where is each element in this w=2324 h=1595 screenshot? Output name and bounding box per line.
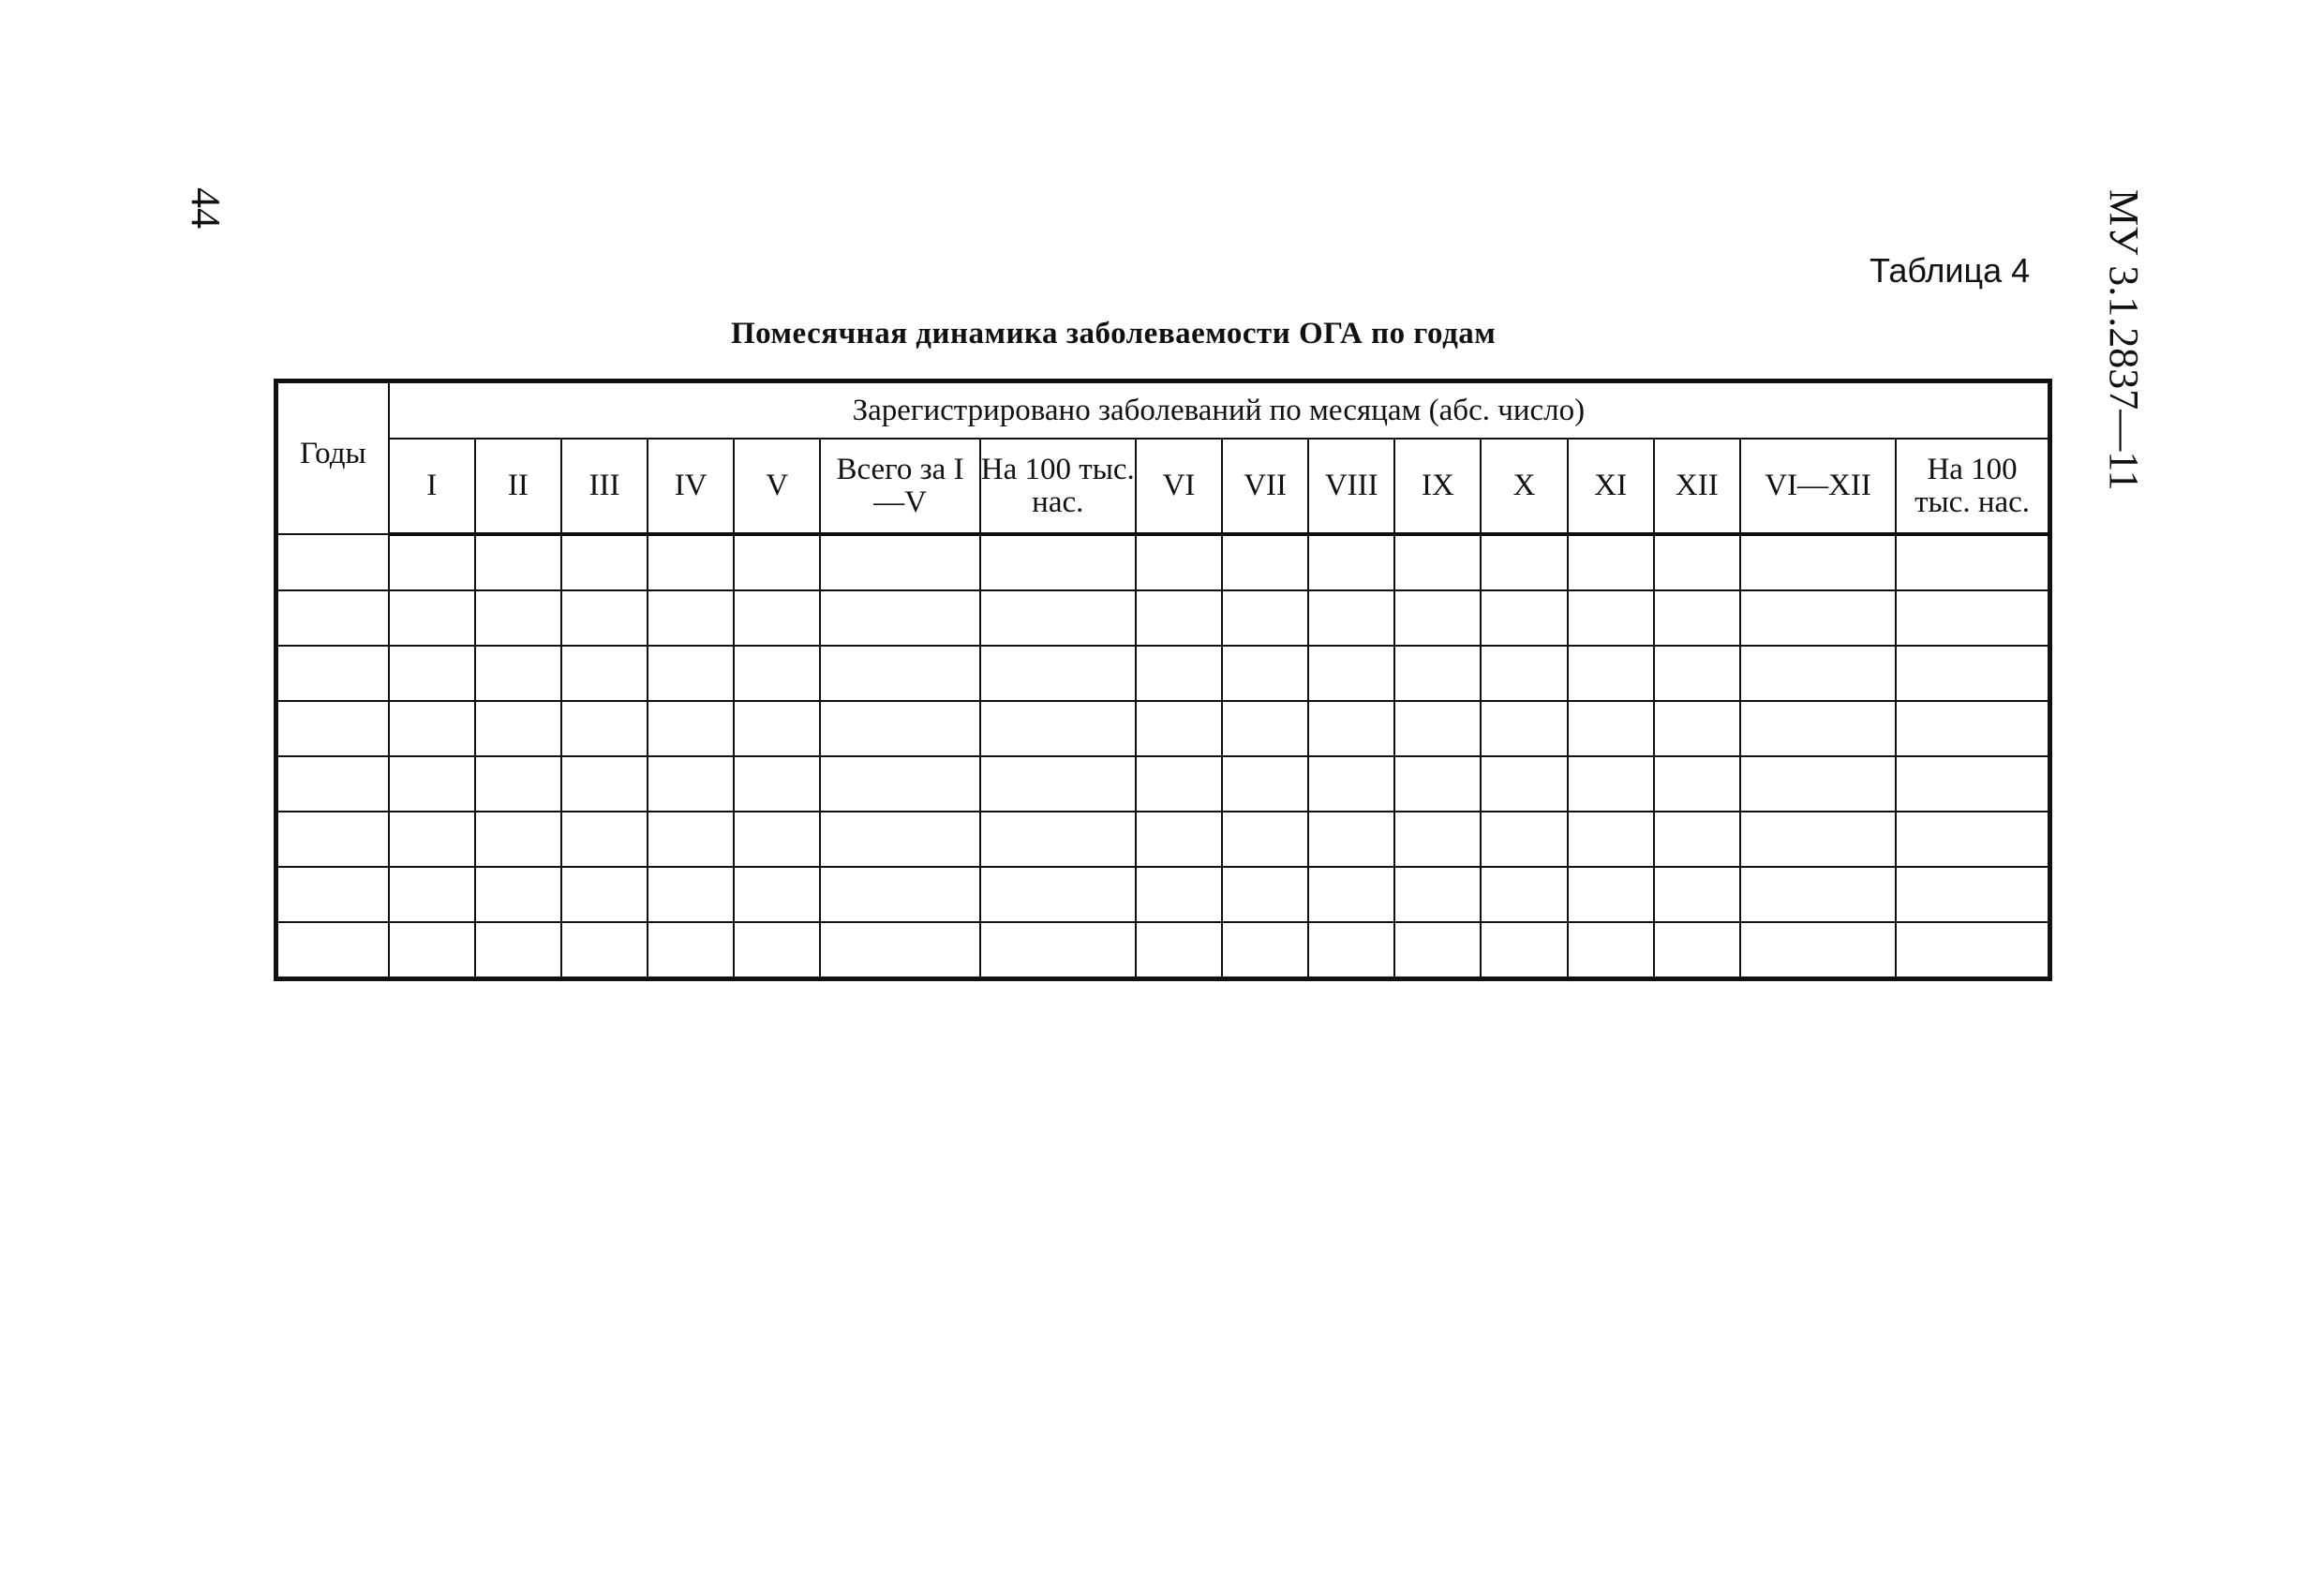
table-cell: [1308, 922, 1394, 979]
table-cell: [276, 590, 389, 646]
table-cell: [561, 590, 648, 646]
table-cell: [1394, 867, 1481, 922]
table-cell: [1394, 756, 1481, 812]
table-cell: [1394, 701, 1481, 756]
table-cell: [561, 756, 648, 812]
table-row: [276, 756, 2050, 812]
table-cell: [820, 756, 979, 812]
table-cell: [734, 812, 820, 867]
table-cell: [648, 756, 734, 812]
table-cell: [1740, 756, 1896, 812]
table-cell: [276, 812, 389, 867]
table-cell: [389, 756, 475, 812]
header-years: Годы: [276, 381, 389, 535]
table-cell: [1222, 646, 1308, 701]
header-col: IV: [648, 439, 734, 534]
table-cell: [1568, 646, 1654, 701]
table-cell: [1896, 646, 2049, 701]
table-cell: [734, 534, 820, 590]
table-cell: [475, 701, 561, 756]
header-group: Зарегистрировано заболеваний по месяцам (абс. число): [389, 381, 2050, 440]
table-cell: [1654, 646, 1740, 701]
table-cell: [1568, 812, 1654, 867]
table-cell: [648, 867, 734, 922]
table-cell: [1481, 756, 1567, 812]
table-cell: [820, 590, 979, 646]
table-body: [276, 534, 2050, 979]
header-col: VI—XII: [1740, 439, 1896, 534]
table-cell: [276, 701, 389, 756]
table-cell: [1481, 701, 1567, 756]
table-cell: [1654, 590, 1740, 646]
table-cell: [1394, 590, 1481, 646]
table-cell: [1136, 922, 1222, 979]
table-cell: [1568, 590, 1654, 646]
header-col: На 100 тыс. нас.: [980, 439, 1136, 534]
table-row: [276, 922, 2050, 979]
table-label: Таблица 4: [1870, 251, 2031, 290]
table-cell: [1222, 756, 1308, 812]
table-cell: [276, 756, 389, 812]
header-col: III: [561, 439, 648, 534]
table-cell: [389, 922, 475, 979]
table-cell: [475, 534, 561, 590]
table-row: [276, 646, 2050, 701]
table-cell: [648, 646, 734, 701]
table-cell: [820, 922, 979, 979]
table-cell: [1896, 867, 2049, 922]
table-cell: [1740, 646, 1896, 701]
table-cell: [1481, 812, 1567, 867]
table-cell: [389, 590, 475, 646]
table-row: [276, 812, 2050, 867]
table-cell: [389, 867, 475, 922]
table-cell: [1308, 867, 1394, 922]
morbidity-table: [274, 379, 2052, 981]
table-cell: [1222, 867, 1308, 922]
table-row: [276, 590, 2050, 646]
table-cell: [561, 646, 648, 701]
table-cell: [820, 701, 979, 756]
document-code: МУ 3.1.2837—11: [2101, 189, 2147, 491]
table-cell: [1136, 756, 1222, 812]
table-row: [276, 867, 2050, 922]
table-cell: [276, 534, 389, 590]
table-cell: [1308, 646, 1394, 701]
table-cell: [475, 812, 561, 867]
table-cell: [734, 590, 820, 646]
header-col: II: [475, 439, 561, 534]
table-cell: [1136, 701, 1222, 756]
table-cell: [1394, 922, 1481, 979]
header-col: X: [1481, 439, 1567, 534]
table-cell: [1896, 922, 2049, 979]
table-cell: [1222, 922, 1308, 979]
table-cell: [1136, 590, 1222, 646]
table-cell: [1896, 590, 2049, 646]
table-cell: [1896, 534, 2049, 590]
table-cell: [1308, 590, 1394, 646]
table-cell: [389, 701, 475, 756]
table-cell: [389, 646, 475, 701]
header-col: XII: [1654, 439, 1740, 534]
table-cell: [1568, 922, 1654, 979]
table-cell: [980, 756, 1136, 812]
table-cell: [1481, 590, 1567, 646]
table-cell: [1654, 812, 1740, 867]
header-col: VII: [1222, 439, 1308, 534]
table-cell: [648, 922, 734, 979]
table-cell: [475, 922, 561, 979]
table-cell: [1740, 701, 1896, 756]
table-cell: [475, 867, 561, 922]
table-cell: [475, 756, 561, 812]
table-cell: [1308, 756, 1394, 812]
table-cell: [1222, 590, 1308, 646]
table-cell: [475, 590, 561, 646]
table-cell: [734, 867, 820, 922]
table-cell: [648, 812, 734, 867]
table-cell: [276, 922, 389, 979]
table-cell: [1136, 867, 1222, 922]
table-cell: [1136, 646, 1222, 701]
table-cell: [980, 922, 1136, 979]
table-cell: [1740, 590, 1896, 646]
page-number: 44: [183, 187, 229, 229]
table-cell: [1654, 534, 1740, 590]
table-cell: [1481, 922, 1567, 979]
table-cell: [1222, 534, 1308, 590]
table-cell: [980, 590, 1136, 646]
table-cell: [1136, 534, 1222, 590]
table-cell: [1568, 867, 1654, 922]
table-cell: [561, 534, 648, 590]
header-col: IX: [1394, 439, 1481, 534]
table-cell: [734, 646, 820, 701]
table-cell: [1481, 534, 1567, 590]
header-col: Всего за I—V: [820, 439, 979, 534]
table-cell: [276, 867, 389, 922]
header-col: VI: [1136, 439, 1222, 534]
table-row: [276, 534, 2050, 590]
table-cell: [1654, 701, 1740, 756]
table-cell: [648, 534, 734, 590]
table-cell: [1654, 867, 1740, 922]
header-row-columns: [276, 439, 2050, 534]
table-cell: [820, 812, 979, 867]
table-cell: [1740, 534, 1896, 590]
table-cell: [980, 646, 1136, 701]
table-cell: [561, 867, 648, 922]
table-cell: [561, 922, 648, 979]
table-title: Помесячная динамика заболеваемости ОГА по годам: [731, 317, 1497, 350]
table-cell: [734, 701, 820, 756]
table-cell: [1740, 867, 1896, 922]
table-row: [276, 701, 2050, 756]
table-cell: [561, 812, 648, 867]
header-col: На 100 тыс. нас.: [1896, 439, 2049, 534]
table-cell: [1222, 812, 1308, 867]
table-cell: [648, 590, 734, 646]
table-cell: [1308, 812, 1394, 867]
table-cell: [1308, 701, 1394, 756]
table-cell: [648, 701, 734, 756]
table-cell: [1654, 922, 1740, 979]
header-col: VIII: [1308, 439, 1394, 534]
table-cell: [1740, 812, 1896, 867]
header-col: XI: [1568, 439, 1654, 534]
table-cell: [820, 646, 979, 701]
table-cell: [1394, 812, 1481, 867]
table-cell: [1394, 534, 1481, 590]
table-cell: [820, 867, 979, 922]
table-cell: [1568, 756, 1654, 812]
table-cell: [820, 534, 979, 590]
header-col: V: [734, 439, 820, 534]
table-cell: [1308, 534, 1394, 590]
table-cell: [734, 922, 820, 979]
table-cell: [980, 867, 1136, 922]
table-cell: [475, 646, 561, 701]
table-cell: [1222, 701, 1308, 756]
table-cell: [561, 701, 648, 756]
header-row-group: [276, 381, 2050, 440]
header-col: I: [389, 439, 475, 534]
table-cell: [389, 812, 475, 867]
table-cell: [1394, 646, 1481, 701]
table-cell: [1896, 812, 2049, 867]
table-cell: [389, 534, 475, 590]
table-cell: [1896, 756, 2049, 812]
table-cell: [1654, 756, 1740, 812]
table-cell: [1896, 701, 2049, 756]
table-cell: [980, 812, 1136, 867]
table-cell: [1481, 867, 1567, 922]
table-cell: [1740, 922, 1896, 979]
table-cell: [980, 701, 1136, 756]
table-cell: [980, 534, 1136, 590]
table-cell: [734, 756, 820, 812]
table-cell: [276, 646, 389, 701]
table-cell: [1568, 701, 1654, 756]
table-cell: [1136, 812, 1222, 867]
table-cell: [1481, 646, 1567, 701]
table-cell: [1568, 534, 1654, 590]
